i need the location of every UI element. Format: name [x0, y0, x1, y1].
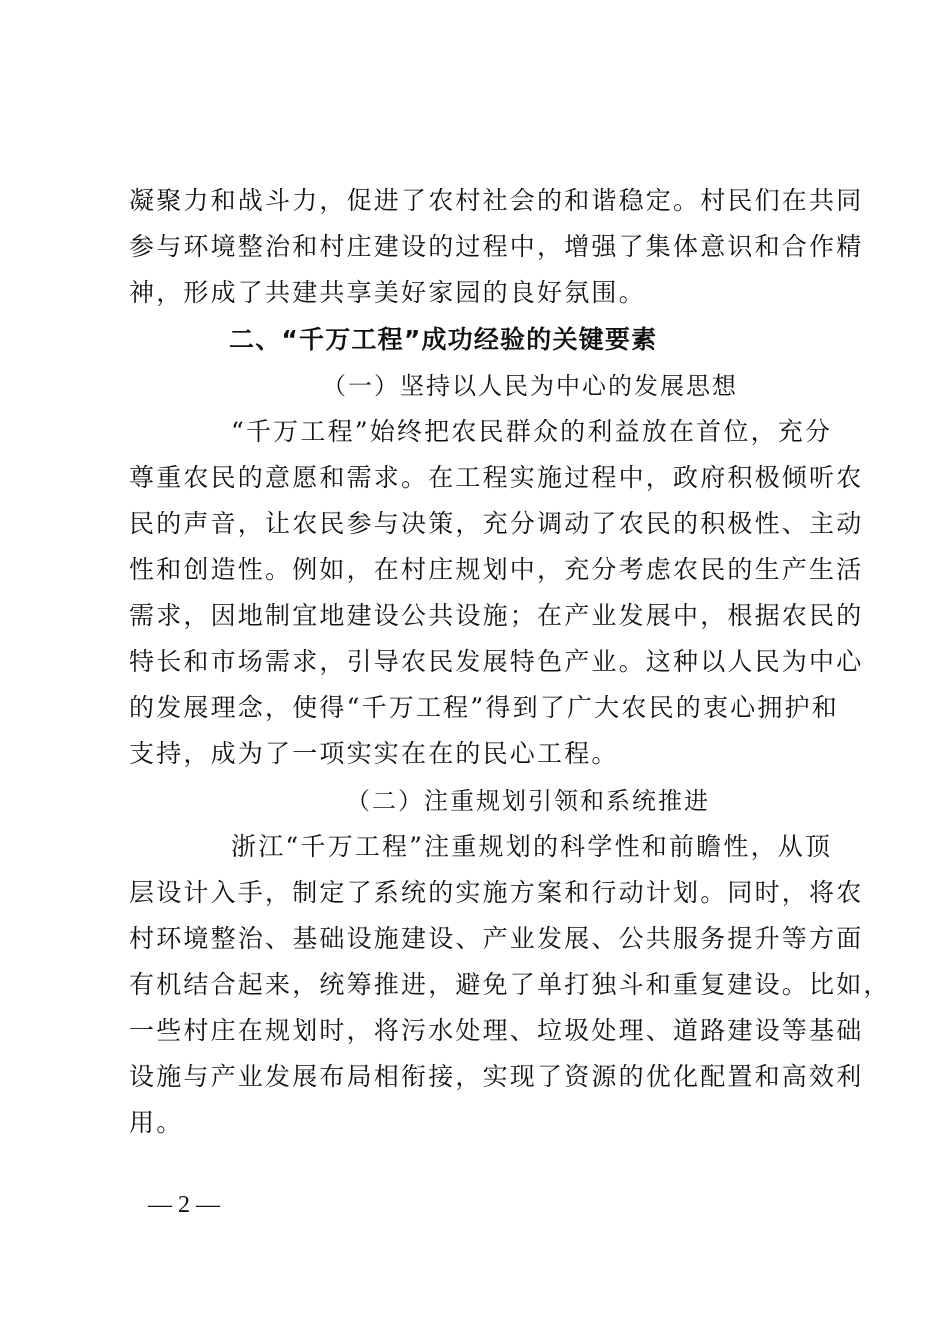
- subsection-heading-1: （一）坚持以人民为中心的发展思想: [322, 372, 738, 400]
- paragraph-line: 设施与产业发展布局相衔接，实现了资源的优化配置和高效利: [129, 1062, 864, 1091]
- paragraph-line: 尊重农民的意愿和需求。在工程实施过程中，政府积极倾听农: [129, 463, 864, 492]
- paragraph-line: 用。: [129, 1108, 184, 1137]
- paragraph-line: 神，形成了共建共享美好家园的良好氛围。: [129, 278, 646, 307]
- section-heading: 二、“千万工程”成功经验的关键要素: [229, 325, 658, 354]
- paragraph-line: “千万工程”始终把农民群众的利益放在首位，充分: [231, 417, 833, 446]
- subsection-heading-2: （二）注重规划引领和系统推进: [346, 787, 710, 815]
- paragraph-line: 一些村庄在规划时，将污水处理、垃圾处理、道路建设等基础: [129, 1016, 864, 1045]
- paragraph-line: 支持，成为了一项实实在在的民心工程。: [129, 739, 619, 768]
- paragraph-line: 特长和市场需求，引导农民发展特色产业。这种以人民为中心: [129, 647, 864, 676]
- paragraph-line: 村环境整治、基础设施建设、产业发展、公共服务提升等方面: [129, 924, 864, 953]
- paragraph-line: 的发展理念，使得“千万工程”得到了广大农民的衷心拥护和: [129, 693, 839, 722]
- paragraph-line: 民的声音，让农民参与决策，充分调动了农民的积极性、主动: [129, 509, 864, 538]
- paragraph-line: 有机结合起来，统筹推进，避免了单打独斗和重复建设。比如，: [129, 970, 891, 999]
- paragraph-line: 浙江“千万工程”注重规划的科学性和前瞻性，从顶: [231, 832, 833, 861]
- paragraph-line: 需求，因地制宜地建设公共设施；在产业发展中，根据农民的: [129, 601, 864, 630]
- paragraph-line: 层设计入手，制定了系统的实施方案和行动计划。同时，将农: [129, 878, 864, 907]
- paragraph-line: 性和创造性。例如，在村庄规划中，充分考虑农民的生产生活: [129, 555, 864, 584]
- page-number: — 2 —: [148, 1192, 220, 1218]
- paragraph-line: 凝聚力和战斗力，促进了农村社会的和谐稳定。村民们在共同: [129, 186, 864, 215]
- paragraph-line: 参与环境整治和村庄建设的过程中，增强了集体意识和合作精: [129, 232, 864, 261]
